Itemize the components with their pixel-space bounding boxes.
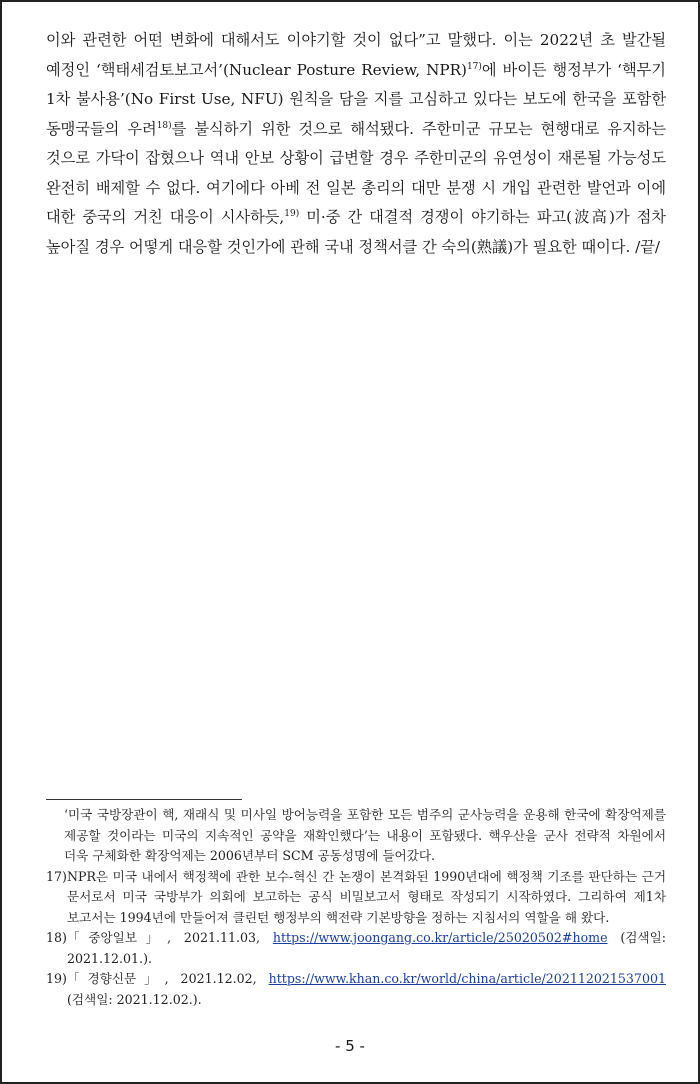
footnote-number: 17) (46, 868, 67, 884)
footnote-number: 18) (46, 930, 67, 945)
body-text-part-3: 를 불식하기 위한 것으로 해석됐다. 주한미군 규모는 현행대로 유지하는 것으로 가닥이 잡혔으나 역내 안보 상황이 급변할 경우 주한미군의 유연성이 재론될 가능성도 완전히 배제할 수 없다. 여기에다 아베 전 일본 총리의 대만 분쟁 시 개입 관련한 발언과 이에 대한 중국의 거친 대응이 시사하듯, (46, 119, 666, 226)
footnote-divider (46, 799, 242, 800)
footnote-search-date: (검색일: 2021.12.01.). (66, 930, 666, 966)
footnote-text: NPR은 미국 내에서 핵정책에 관한 보수-혁신 간 논쟁이 본격화된 1990년대에 핵정책 기조를 판단하는 근거 문서로서 미국 국방부가 의회에 보고하는 공식 비밀보고서 형태로 작성되기 시작하였다. 그리하여 제1차 보고서는 1994년에 만들어져 클린턴 행정부의 핵전략 기본방향을 정하는 지침서의 역할을 해 왔다. (66, 868, 666, 925)
body-text-part-1: 이와 관련한 어떤 변화에 대해서도 이야기할 것이 없다”고 말했다. 이는 2022년 초 발간될 예정인 ‘핵태세검토보고서’(Nuclear Posture Review, NPR) (46, 31, 666, 79)
footnote-text (67, 928, 666, 969)
footnote-link[interactable]: https://www.joongang.co.kr/article/25020502#home (272, 930, 608, 945)
footnote-link[interactable]: https://www.khan.co.kr/world/china/article/202112021537001 (268, 971, 666, 986)
footnote-source: 「중앙일보」, 2021.11.03, (66, 930, 273, 945)
body-paragraph (46, 26, 666, 262)
body-text-part-4: 미·중 간 대결적 경쟁이 야기하는 파고(波高)가 점차 높아질 경우 어떻게 대응할 것인가에 관해 국내 정책서클 간 숙의(熟議)가 필요한 때이다. /끝/ (46, 208, 666, 256)
body-text-part-2: 에 바이든 행정부가 ‘핵무기 1차 불사용’(No First Use, NFU) 원칙을 담을 지를 고심하고 있다는 보도에 한국을 포함한 동맹국들의 우려 (46, 60, 666, 138)
page-number: - 5 - (335, 1037, 365, 1055)
footnote-text (67, 969, 666, 1010)
footnote-ref-17[interactable]: 17) (466, 61, 482, 72)
footnote-17 (46, 867, 666, 929)
footnote-number: 19) (46, 971, 67, 986)
footnotes-section (46, 805, 666, 1010)
footnote-18 (46, 928, 666, 969)
footnote-ref-19[interactable]: 19) (284, 208, 300, 219)
footnote-continuation: ‘미국 국방장관이 핵, 재래식 및 미사일 방어능력을 포함한 모든 범주의 군사능력을 운용해 한국에 확장억제를 제공할 것이라는 미국의 지속적인 공약을 재확인했다’는 내용이 포함됐다. 핵우산을 군사 전략적 차원에서 더욱 구체화한 확장억제는 2006년부터 SCM 공동성명에 들어갔다. (64, 807, 666, 863)
footnote-source: 「경향신문」, 2021.12.02, (66, 971, 269, 986)
footnote-19 (46, 969, 666, 1010)
footnote-search-date: (검색일: 2021.12.02.). (66, 991, 202, 1007)
footnote-ref-18[interactable]: 18) (156, 120, 172, 131)
